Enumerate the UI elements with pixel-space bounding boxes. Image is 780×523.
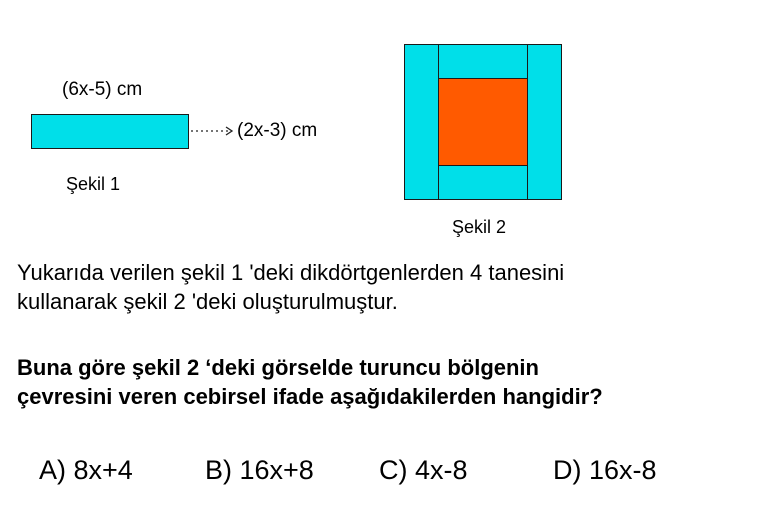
figure2-top-rectangle [438,44,528,80]
rectangle-width-label: (2x-3) cm [237,120,318,141]
figure1-caption: Şekil 1 [66,174,121,194]
dotted-arrow-icon [189,123,237,139]
figure2-left-rectangle [404,44,440,200]
figure2-caption: Şekil 2 [452,217,507,237]
figure2-right-rectangle [526,44,562,200]
question-text-line2: kullanarak şekil 2 'deki oluşturulmuştur. [17,289,398,314]
option-a[interactable]: A) 8x+4 [39,455,133,485]
figure2-bottom-rectangle [438,164,528,200]
option-d[interactable]: D) 16x-8 [553,455,657,485]
orange-center-square [438,78,528,166]
question-text-line1: Yukarıda verilen şekil 1 'deki dikdörtgenlerden 4 tanesini [17,260,565,285]
option-b[interactable]: B) 16x+8 [205,455,314,485]
rectangle-length-label: (6x-5) cm [62,79,143,100]
figure1-rectangle [31,114,189,149]
question-bold-line1: Buna göre şekil 2 ‘deki görselde turuncu bölgenin [17,355,539,380]
question-bold-line2: çevresini veren cebirsel ifade aşağıdakilerden hangidir? [17,384,603,409]
figure2-square [404,44,562,200]
option-c[interactable]: C) 4x-8 [379,455,468,485]
